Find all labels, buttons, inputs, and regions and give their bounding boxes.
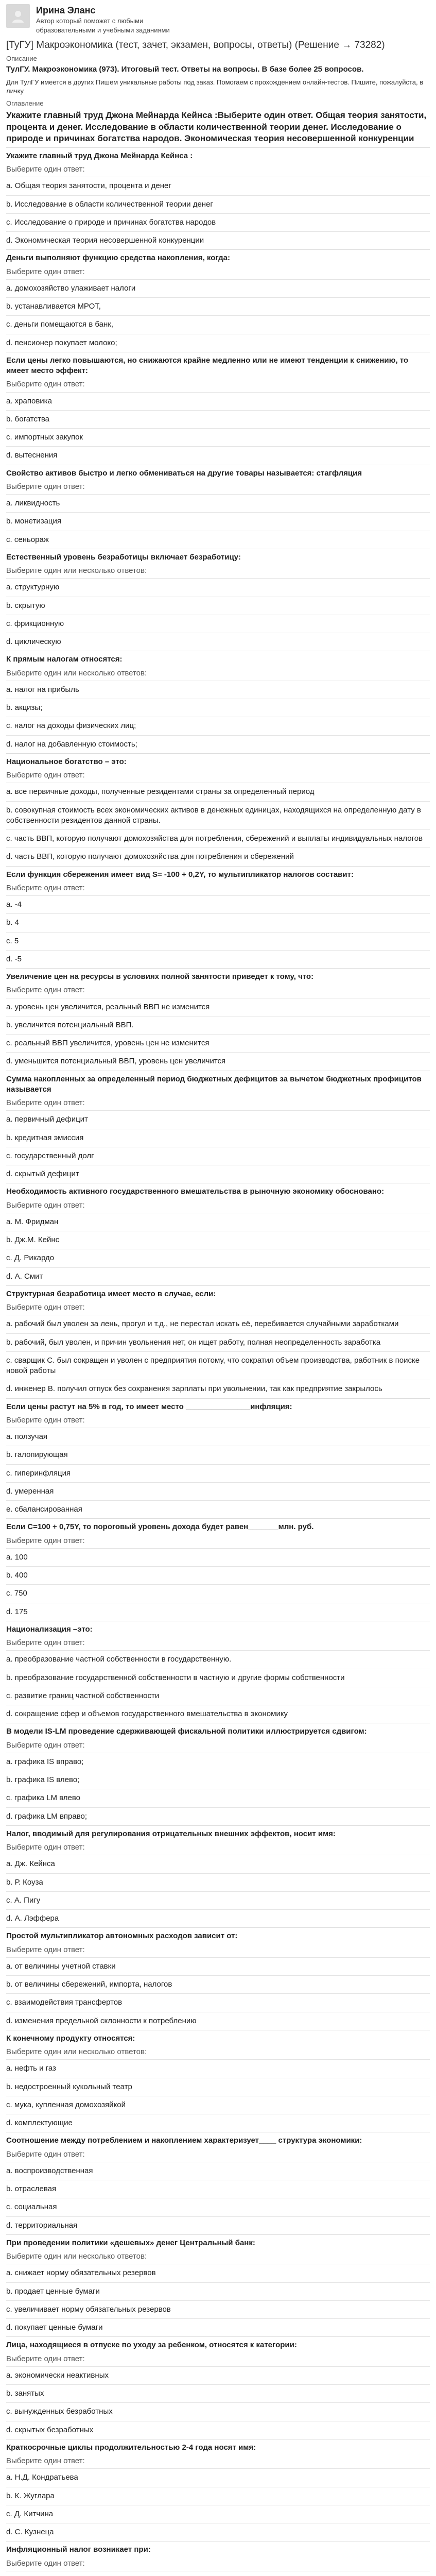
question-text: Свойство активов быстро и легко обмениваться на другие товары называется: стагфляция bbox=[6, 468, 362, 478]
answer-option: a. ликвидность bbox=[6, 494, 430, 512]
question-block bbox=[6, 2132, 430, 2234]
question-text: При проведении политики «дешевых» денег Центральный банк: bbox=[6, 2238, 255, 2247]
question-block bbox=[6, 1927, 430, 2030]
answer-option: c. вынужденных безработных bbox=[6, 2402, 430, 2420]
answer-option: b. Р. Коуза bbox=[6, 1873, 430, 1891]
question-hint: Выберите один или несколько ответов: bbox=[6, 566, 147, 575]
answer-option: c. деньги помещаются в банк, bbox=[6, 315, 430, 333]
question-text: Если функция сбережения имеет вид S= -100 + 0,2Y, то мультипликатор налогов составит: bbox=[6, 870, 354, 879]
question-text: Необходимость активного государственного вмешательства в рыночную экономику обосновано: bbox=[6, 1187, 385, 1196]
description-text: Для ТулГУ имеется в других Пишем уникальные работы под заказ. Помогаем с прохождением онлайн-тестов. Пишите, пожалуйста, в личку bbox=[6, 78, 424, 95]
answer-option: b. занятых bbox=[6, 2384, 430, 2402]
answer-option: b. монетизация bbox=[6, 512, 430, 530]
answer-option: c. реальный ВВП увеличится, уровень цен не изменится bbox=[6, 1034, 430, 1052]
answer-option: a. ползучая bbox=[6, 1428, 430, 1446]
question-text: Соотношение между потреблением и накоплением характеризует____ структура экономики: bbox=[6, 2136, 362, 2145]
question-text: Краткосрочные циклы продолжительностью 2-4 года носят имя: bbox=[6, 2443, 256, 2452]
toc-label: Оглавление bbox=[6, 99, 44, 107]
answer-option: c. государственный долг bbox=[6, 1147, 430, 1165]
question-hint: Выберите один ответ: bbox=[6, 1415, 85, 1425]
answer-option: d. скрытый дефицит bbox=[6, 1165, 430, 1183]
answer-option: d. А. Смит bbox=[6, 1267, 430, 1285]
question-text: Простой мультипликатор автономных расходов зависит от: bbox=[6, 1931, 238, 1941]
answer-option: a. структурную bbox=[6, 578, 430, 596]
question-block bbox=[6, 1518, 430, 1621]
question-text: Укажите главный труд Джона Мейнарда Кейнса : bbox=[6, 151, 193, 160]
answer-option: a. нефть и газ bbox=[6, 2059, 430, 2077]
answer-option: a. графика IS вправо; bbox=[6, 1753, 430, 1771]
question-block bbox=[6, 1723, 430, 1825]
answer-option: b. кредитная эмиссия bbox=[6, 1129, 430, 1147]
answer-option: d. 175 bbox=[6, 1603, 430, 1621]
answer-option: c. 5 bbox=[6, 932, 430, 950]
answer-option: d. -5 bbox=[6, 950, 430, 968]
answer-option: a. М. Фридман bbox=[6, 1213, 430, 1231]
question-text: Структурная безработица имеет место в случае, если: bbox=[6, 1289, 216, 1298]
answer-option: c. Исследование о природе и причинах богатства народов bbox=[6, 213, 430, 231]
answer-option: a. 100 bbox=[6, 1548, 430, 1566]
answer-option: c. мука, купленная домохозяйкой bbox=[6, 2096, 430, 2114]
answer-option: a. храповика bbox=[6, 392, 430, 410]
answer-option: c. социальная bbox=[6, 2198, 430, 2216]
answer-option: e. сбалансированная bbox=[6, 1500, 430, 1518]
avatar[interactable] bbox=[6, 4, 30, 28]
answer-option: a. уровень цен увеличится, реальный ВВП не изменится bbox=[6, 998, 430, 1016]
question-hint: Выберите один ответ: bbox=[6, 2558, 85, 2568]
question-block bbox=[6, 968, 430, 1071]
answer-option: c. развитие границ частной собственности bbox=[6, 1687, 430, 1705]
answer-option: b. устанавливается МРОТ, bbox=[6, 297, 430, 315]
question-hint: Выберите один ответ: bbox=[6, 986, 85, 995]
answer-option: d. часть ВВП, которую получают домохозяйства для потребления и сбережений bbox=[6, 848, 430, 866]
page-title: [ТуГУ] Макроэкономика (тест, зачет, экзамен, вопросы, ответы) (Решение → 73282) bbox=[6, 40, 385, 51]
question-hint: Выберите один ответ: bbox=[6, 1638, 85, 1647]
question-block bbox=[6, 249, 430, 352]
answer-option: d. пенсионер покупает молоко; bbox=[6, 334, 430, 352]
answer-option: c. фрикционную bbox=[6, 615, 430, 633]
answer-option: b. 4 bbox=[6, 913, 430, 931]
answer-option: b. Исследование в области количественной теории денег bbox=[6, 195, 430, 213]
answer-option: a. налог на прибыль bbox=[6, 681, 430, 699]
author-name[interactable]: Ирина Эланс bbox=[36, 5, 96, 15]
answer-option: d. Экономическая теория несовершенной конкуренции bbox=[6, 231, 430, 249]
question-block bbox=[6, 2234, 430, 2337]
answer-option: d. уменьшится потенциальный ВВП, уровень цен увеличится bbox=[6, 1052, 430, 1070]
question-text: Инфляционный налог возникает при: bbox=[6, 2545, 151, 2554]
answer-option: c. Д. Китчина bbox=[6, 2505, 430, 2523]
answer-option: c. взаимодействия трансфертов bbox=[6, 1993, 430, 2011]
question-block bbox=[6, 147, 430, 250]
answer-option: b. Дж.М. Кейнс bbox=[6, 1231, 430, 1249]
answer-option: b. от величины сбережений, импорта, налогов bbox=[6, 1975, 430, 1993]
question-hint: Выберите один ответ: bbox=[6, 267, 85, 276]
question-block bbox=[6, 1825, 430, 1928]
answer-option: d. графика LM вправо; bbox=[6, 1807, 430, 1825]
question-hint: Выберите один ответ: bbox=[6, 2456, 85, 2465]
answer-option: d. территориальная bbox=[6, 2216, 430, 2234]
question-text: Если C=100 + 0,75Y, то пороговый уровень дохода будет равен_______млн. руб. bbox=[6, 1522, 314, 1532]
question-block bbox=[6, 352, 430, 465]
question-text: Налог, вводимый для регулирования отрицательных внешних эффектов, носит имя: bbox=[6, 1829, 336, 1838]
answer-option: b. богатства bbox=[6, 410, 430, 428]
answer-option: b. совокупная стоимость всех экономических активов в денежных единицах, находящихся на определенную дату в собственности резидентов данной страны. bbox=[6, 801, 430, 830]
answer-option: a. снижает норму обязательных резервов bbox=[6, 2264, 430, 2282]
answer-option: c. сеньораж bbox=[6, 531, 430, 549]
answer-option: b. отраслевая bbox=[6, 2180, 430, 2198]
question-text: В модели IS-LM проведение сдерживающей фискальной политики иллюстрируется сдвигом: bbox=[6, 1727, 367, 1736]
answer-option: d. циклическую bbox=[6, 633, 430, 651]
answer-option: c. увеличивает норму обязательных резервов bbox=[6, 2300, 430, 2318]
question-block bbox=[6, 1398, 430, 1519]
answer-option: d. налог на добавленную стоимость; bbox=[6, 735, 430, 753]
answer-option: a. от величины учетной ставки bbox=[6, 1957, 430, 1975]
question-hint: Выберите один ответ: bbox=[6, 2149, 85, 2159]
answer-option: a. экономически неактивных bbox=[6, 2366, 430, 2384]
question-text: Лица, находящиеся в отпуске по уходу за ребенком, относятся к категории: bbox=[6, 2341, 297, 2350]
question-block bbox=[6, 753, 430, 866]
question-hint: Выберите один ответ: bbox=[6, 2354, 85, 2363]
question-hint: Выберите один ответ: bbox=[6, 1200, 85, 1210]
question-text: Естественный уровень безработицы включает безработицу: bbox=[6, 552, 241, 562]
answer-option: c. импортных закупок bbox=[6, 428, 430, 446]
answer-option: b. рабочий, был уволен, и причин увольнения нет, он ищет работу, полная неопределенность заработка bbox=[6, 1333, 430, 1351]
author-block bbox=[6, 4, 430, 35]
question-text: Если цены растут на 5% в год, то имеет место _______________инфляция: bbox=[6, 1402, 292, 1411]
question-text: Увеличение цен на ресурсы в условиях полной занятости приведет к тому, что: bbox=[6, 972, 314, 981]
answer-option: c. А. Пигу bbox=[6, 1891, 430, 1909]
answer-option: a. домохозяйство улаживает налоги bbox=[6, 279, 430, 297]
answer-option: b. преобразование государственной собственности в частную и другие формы собственности bbox=[6, 1669, 430, 1687]
question-block bbox=[6, 549, 430, 651]
question-hint: Выберите один или несколько ответов: bbox=[6, 668, 147, 677]
question-block bbox=[6, 1621, 430, 1723]
toc-text: Укажите главный труд Джона Мейнарда Кейнса :Выберите один ответ. Общая теория занятости, процента и денег. Исследование в области количественной теории денег. Исследование о природе и причинах богатства народов. Экономическая теория несовершенной конкуренции bbox=[6, 110, 427, 143]
question-hint: Выберите один ответ: bbox=[6, 1536, 85, 1545]
user-icon bbox=[10, 8, 26, 24]
question-hint: Выберите один ответ: bbox=[6, 1945, 85, 1954]
question-block bbox=[6, 1285, 430, 1398]
question-hint: Выберите один ответ: bbox=[6, 883, 85, 892]
answer-option: b. К. Жуглара bbox=[6, 2487, 430, 2505]
answer-option: a. все первичные доходы, полученные резидентами страны за определенный период bbox=[6, 783, 430, 801]
question-hint: Выберите один ответ: bbox=[6, 1740, 85, 1750]
answer-option: d. инженер В. получил отпуск без сохранения зарплаты при увольнении, так как предприятие закрылось bbox=[6, 1380, 430, 1398]
answer-option: c. 750 bbox=[6, 1584, 430, 1602]
answer-option: d. С. Кузнеца bbox=[6, 2523, 430, 2541]
question-hint: Выберите один или несколько ответов: bbox=[6, 2252, 147, 2261]
author-info bbox=[36, 4, 170, 35]
question-hint: Выберите один ответ: bbox=[6, 165, 85, 174]
question-block bbox=[6, 1183, 430, 1285]
question-hint: Выберите один ответ: bbox=[6, 771, 85, 779]
answer-option: b. скрытую bbox=[6, 597, 430, 615]
answer-option: c. часть ВВП, которую получают домохозяйства для потребления, сбережений и выплаты индивидуальных налогов bbox=[6, 829, 430, 848]
question-text: Сумма накопленных за определенный период бюджетных дефицитов за вычетом бюджетных профицитов называется bbox=[6, 1074, 422, 1094]
answer-option: d. комплектующие bbox=[6, 2114, 430, 2132]
author-bio: Автор который поможет с любыми образовательными и учебными заданиями bbox=[36, 17, 170, 34]
question-text: Национальное богатство – это: bbox=[6, 757, 127, 766]
question-hint: Выберите один ответ: bbox=[6, 1098, 85, 1107]
answer-option: d. сокращение сфер и объемов государственного вмешательства в экономику bbox=[6, 1705, 430, 1723]
question-block bbox=[6, 465, 430, 549]
question-text: Национализация –это: bbox=[6, 1624, 93, 1634]
question-text: Если цены легко повышаются, но снижаются крайне медленно или не имеют тенденции к снижению, то имеет место эффект: bbox=[6, 355, 409, 375]
answer-option: c. Д. Рикардо bbox=[6, 1249, 430, 1267]
answer-option: d. скрытых безработных bbox=[6, 2421, 430, 2439]
question-block bbox=[6, 1071, 430, 1183]
question-text: Деньги выполняют функцию средства накопления, когда: bbox=[6, 253, 230, 263]
answer-option: d. умеренная bbox=[6, 1482, 430, 1500]
question-hint: Выберите один ответ: bbox=[6, 482, 85, 491]
answer-option: b. акцизы; bbox=[6, 699, 430, 717]
question-hint: Выберите один ответ: bbox=[6, 1843, 85, 1852]
answer-option: a. Общая теория занятости, процента и денег bbox=[6, 177, 430, 195]
answer-option: d. вытеснения bbox=[6, 446, 430, 464]
answer-option: b. 400 bbox=[6, 1566, 430, 1584]
description-bold: ТулГУ. Макроэкономика (973). Итоговый тест. Ответы на вопросы. В базе более 25 вопросов. bbox=[6, 64, 364, 74]
answer-option: b. продает ценные бумаги bbox=[6, 2282, 430, 2300]
answer-option: d. изменения предельной склонности к потреблению bbox=[6, 2012, 430, 2030]
answer-option: b. графика IS влево; bbox=[6, 1771, 430, 1789]
question-hint: Выберите один или несколько ответов: bbox=[6, 2047, 147, 2056]
answer-option bbox=[6, 2571, 430, 2576]
answer-option: a. рабочий был уволен за лень, прогул и т.д., не перестал искать её, перебивается случайными заработками bbox=[6, 1315, 430, 1333]
question-hint: Выберите один ответ: bbox=[6, 1303, 85, 1312]
answer-option: a. Дж. Кейнса bbox=[6, 1855, 430, 1873]
answer-option: a. первичный дефицит bbox=[6, 1110, 430, 1128]
answer-option: a. воспроизводственная bbox=[6, 2162, 430, 2180]
question-text: К конечному продукту относятся: bbox=[6, 2033, 135, 2043]
question-block bbox=[6, 651, 430, 753]
question-block bbox=[6, 866, 430, 969]
question-block bbox=[6, 2439, 430, 2541]
answer-option: d. А. Лэффера bbox=[6, 1909, 430, 1927]
answer-option: c. графика LM влево bbox=[6, 1789, 430, 1807]
description-label: Описание bbox=[6, 55, 37, 63]
answer-option: a. -4 bbox=[6, 895, 430, 913]
question-block bbox=[6, 2030, 430, 2132]
question-block bbox=[6, 2541, 430, 2576]
question-hint: Выберите один ответ: bbox=[6, 380, 85, 389]
answer-option: b. недостроенный кукольный театр bbox=[6, 2078, 430, 2096]
answer-option: c. гиперинфляция bbox=[6, 1464, 430, 1482]
answer-option: b. галопирующая bbox=[6, 1446, 430, 1464]
answer-option: a. Н.Д. Кондратьева bbox=[6, 2468, 430, 2486]
question-text: К прямым налогам относятся: bbox=[6, 655, 123, 664]
answer-option: c. сварщик С. был сокращен и уволен с предприятия потому, что сократил объем производства, работник в поиске новой работы bbox=[6, 1351, 430, 1380]
answer-option: a. преобразование частной собственности в государственную. bbox=[6, 1650, 430, 1668]
question-list bbox=[6, 147, 430, 2576]
answer-option: d. покупает ценные бумаги bbox=[6, 2318, 430, 2336]
answer-option: b. увеличится потенциальный ВВП. bbox=[6, 1016, 430, 1034]
question-block bbox=[6, 2336, 430, 2439]
answer-option: c. налог на доходы физических лиц; bbox=[6, 717, 430, 735]
